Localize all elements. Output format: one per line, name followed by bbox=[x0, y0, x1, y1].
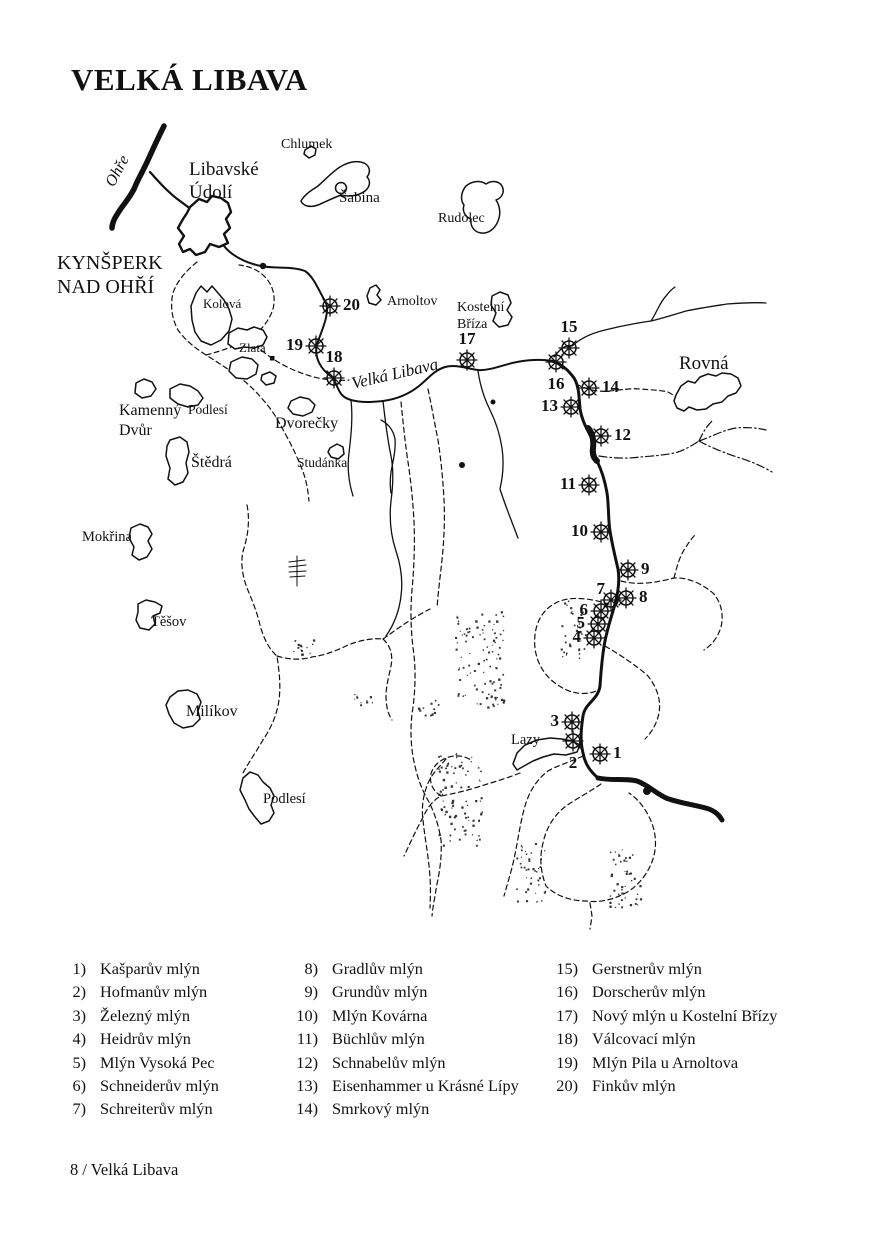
outline-mokrina bbox=[129, 524, 152, 560]
legend-item-number: 6) bbox=[72, 1076, 86, 1096]
legend-item-label: Schneiderův mlýn bbox=[100, 1076, 219, 1096]
mill-marker-number-12: 12 bbox=[614, 425, 631, 445]
waterwheel-icon bbox=[560, 710, 584, 734]
legend-item-label: Eisenhammer u Krásné Lípy bbox=[332, 1076, 519, 1096]
mill-marker-number-18: 18 bbox=[325, 347, 343, 366]
outline-arnoltov bbox=[367, 285, 381, 305]
legend-item bbox=[56, 1027, 281, 1050]
legend-item-label: Finkův mlýn bbox=[592, 1076, 676, 1096]
waterwheel-icon bbox=[589, 520, 613, 544]
legend-item bbox=[56, 980, 281, 1003]
legend-item bbox=[548, 1027, 848, 1050]
legend-item-number: 18) bbox=[556, 1029, 578, 1049]
legend-item-label: Schreiterův mlýn bbox=[100, 1099, 213, 1119]
place-label-podlesi-south: Podlesí bbox=[263, 791, 306, 807]
place-label-studanka: Studánka bbox=[297, 455, 348, 470]
legend-item-label: Mlýn Pila u Arnoltova bbox=[592, 1052, 739, 1072]
legend-item bbox=[288, 1074, 543, 1097]
place-label-lazy: Lazy bbox=[511, 732, 540, 748]
legend-item-label: Büchlův mlýn bbox=[332, 1029, 425, 1049]
mill-marker-number-9: 9 bbox=[641, 559, 650, 579]
legend-column-3 bbox=[548, 957, 848, 1097]
legend-item-label: Hofmanův mlýn bbox=[100, 982, 208, 1002]
legend-item bbox=[56, 1074, 281, 1097]
legend-item-number: 12) bbox=[296, 1052, 318, 1072]
mill-marker-number-5: 5 bbox=[576, 613, 585, 633]
page-title: VELKÁ LIBAVA bbox=[71, 62, 308, 97]
legend-item-label: Gradlův mlýn bbox=[332, 959, 423, 978]
place-label-chlumek: Chlumek bbox=[281, 137, 333, 152]
waterwheel-icon bbox=[577, 376, 601, 400]
page-number: 8 / Velká Libava bbox=[70, 1160, 179, 1179]
legend-item-number: 14) bbox=[296, 1099, 318, 1119]
waterwheel-icon bbox=[322, 366, 346, 390]
mill-marker-number-19: 19 bbox=[286, 335, 303, 355]
legend-item-number: 10) bbox=[296, 1005, 318, 1025]
legend-column-2 bbox=[288, 957, 543, 1121]
place-label-sabina: Šabina bbox=[339, 190, 380, 206]
waterwheel-icon bbox=[304, 334, 328, 358]
legend-item-label: Heidrův mlýn bbox=[100, 1029, 191, 1049]
mill-marker-number-4: 4 bbox=[572, 627, 581, 647]
legend-item bbox=[288, 1051, 543, 1074]
legend-item-label: Válcovací mlýn bbox=[592, 1029, 696, 1049]
place-label-dvorecky: Dvorečky bbox=[275, 415, 339, 432]
legend-item-number: 4) bbox=[72, 1029, 86, 1049]
legend-item-number: 13) bbox=[296, 1076, 318, 1096]
legend-item bbox=[548, 1004, 848, 1027]
mill-marker-number-20: 20 bbox=[343, 295, 360, 315]
outline-kolova bbox=[191, 286, 232, 345]
village-outlines bbox=[129, 146, 741, 824]
legend-item bbox=[56, 957, 281, 980]
legend-item-label: Mlýn Vysoká Pec bbox=[100, 1052, 215, 1072]
legend-item-label: Grundův mlýn bbox=[332, 982, 428, 1002]
mill-marker-number-14: 14 bbox=[602, 377, 619, 397]
mill-marker-number-8: 8 bbox=[639, 587, 648, 607]
mill-marker-number-13: 13 bbox=[541, 396, 558, 416]
legend-item bbox=[548, 957, 848, 980]
place-label-rovna: Rovná bbox=[679, 353, 729, 374]
legend-item bbox=[288, 1097, 543, 1120]
legend-item-number: 2) bbox=[72, 982, 86, 1002]
mill-marker-number-6: 6 bbox=[579, 600, 588, 620]
place-label-kolova: Kolová bbox=[203, 296, 242, 311]
waterwheel-icon bbox=[588, 742, 612, 766]
place-label-libavske-udoli: Libavské Údolí bbox=[189, 159, 259, 204]
legend-item-number: 11) bbox=[296, 1029, 318, 1049]
legend-item bbox=[288, 957, 543, 980]
legend-item-number: 1) bbox=[72, 959, 86, 978]
legend-item bbox=[548, 1051, 848, 1074]
legend-item-number: 7) bbox=[72, 1099, 86, 1119]
legend-item-number: 16) bbox=[556, 982, 578, 1002]
legend-item-number: 17) bbox=[556, 1005, 578, 1025]
waterwheel-icon bbox=[318, 294, 342, 318]
place-label-kynsperk-nad-ohri: KYNŠPERK NAD OHŘÍ bbox=[57, 252, 163, 299]
legend-item bbox=[56, 1004, 281, 1027]
legend-item-label: Železný mlýn bbox=[100, 1005, 190, 1025]
legend-item bbox=[288, 1027, 543, 1050]
place-label-kostelni-briza: Kostelní Bříza bbox=[457, 300, 505, 333]
legend-item-label: Nový mlýn u Kostelní Břízy bbox=[592, 1005, 778, 1025]
legend-item bbox=[56, 1097, 281, 1120]
mill-marker-number-15: 15 bbox=[560, 317, 578, 336]
mill-marker-number-1: 1 bbox=[613, 743, 622, 763]
legend-item bbox=[548, 980, 848, 1003]
legend-item-label: Smrkový mlýn bbox=[332, 1099, 430, 1119]
place-label-kamenny-dvur: Kamenný Dvůr bbox=[119, 402, 182, 439]
place-label-arnoltov: Arnoltov bbox=[387, 294, 438, 309]
legend-item bbox=[56, 1051, 281, 1074]
place-label-rudolec: Rudolec bbox=[438, 211, 485, 226]
legend-item-label: Dorscherův mlýn bbox=[592, 982, 706, 1002]
outline-rovna bbox=[674, 373, 741, 411]
place-label-tesov: Těšov bbox=[151, 614, 187, 630]
waterwheel-icon bbox=[589, 424, 613, 448]
place-label-milikov: Milíkov bbox=[186, 703, 238, 720]
mill-marker-number-11: 11 bbox=[559, 474, 576, 494]
waterwheel-icon bbox=[577, 473, 601, 497]
mill-marker-number-3: 3 bbox=[550, 711, 559, 731]
place-label-velka-libava: Velká Libava bbox=[349, 354, 440, 393]
legend-item-label: Mlýn Kovárna bbox=[332, 1005, 428, 1025]
waterwheel-icon bbox=[616, 558, 640, 582]
hatch-mark bbox=[289, 556, 306, 586]
legend-item-number: 5) bbox=[72, 1052, 86, 1072]
mill-marker-number-17: 17 bbox=[458, 329, 476, 348]
legend-item-number: 19) bbox=[556, 1052, 578, 1072]
legend-item bbox=[548, 1074, 848, 1097]
legend-item bbox=[288, 980, 543, 1003]
waterwheel-icon bbox=[544, 350, 568, 374]
legend-column-1 bbox=[56, 957, 281, 1121]
place-label-podlesi-north: Podlesí bbox=[188, 402, 228, 417]
legend-item-label: Gerstnerův mlýn bbox=[592, 959, 702, 978]
legend-item-number: 15) bbox=[556, 959, 578, 978]
legend-item-label: Schnabelův mlýn bbox=[332, 1052, 446, 1072]
waterwheel-icon bbox=[455, 348, 479, 372]
legend-item bbox=[288, 1004, 543, 1027]
outline-stedra bbox=[166, 437, 189, 485]
legend-item-number: 9) bbox=[304, 982, 318, 1002]
mill-marker-number-10: 10 bbox=[571, 521, 588, 541]
mill-marker-number-2: 2 bbox=[568, 753, 578, 772]
legend-item-number: 20) bbox=[556, 1076, 578, 1096]
place-label-ohre: Ohře bbox=[102, 152, 133, 190]
mill-marker-number-7: 7 bbox=[596, 579, 605, 598]
legend-item-number: 8) bbox=[304, 959, 318, 978]
legend-item-number: 3) bbox=[72, 1005, 86, 1025]
waterwheel-icon bbox=[614, 586, 638, 610]
place-label-zlata: Zlatá bbox=[239, 340, 266, 355]
legend-item-label: Kašparův mlýn bbox=[100, 959, 200, 978]
place-label-stedra: Štědrá bbox=[191, 454, 232, 471]
mill-marker-number-16: 16 bbox=[547, 374, 565, 393]
outline-kamenny-dvur bbox=[135, 379, 156, 398]
place-label-mokrina: Mokřina bbox=[82, 529, 132, 545]
